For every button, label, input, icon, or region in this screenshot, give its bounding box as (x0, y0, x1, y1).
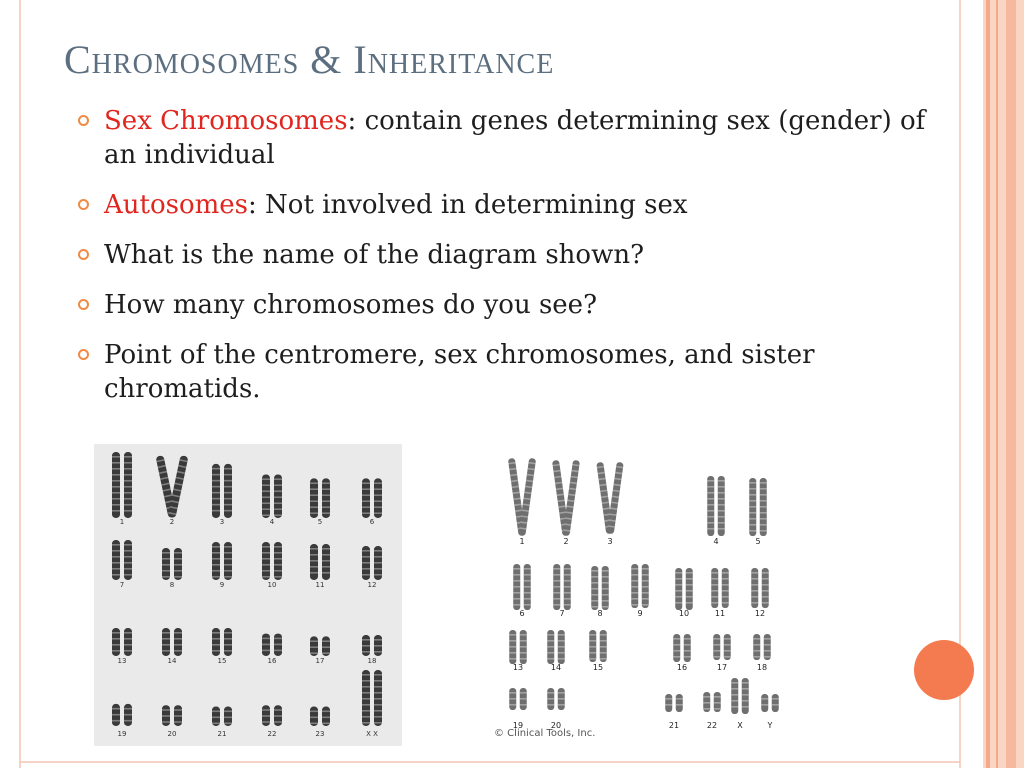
chromosome-pair (212, 464, 232, 518)
chromosome-pair (362, 635, 382, 656)
chromosome-pair (112, 628, 132, 656)
bullet-term: Sex Chromosomes (104, 106, 348, 136)
chromosome-label: 3 (607, 537, 613, 546)
chromosome-label: 18 (367, 657, 377, 665)
chromosome-pair (673, 634, 691, 662)
karyotype-right-figure (488, 446, 788, 746)
chromosome-pair (310, 707, 330, 727)
chromosome-label: 13 (117, 657, 127, 665)
chromosome-pair (665, 694, 683, 712)
chromosome-pair (731, 678, 749, 714)
circle-bullet-icon (78, 115, 89, 126)
decorative-circle (914, 640, 974, 700)
chromosome-pair (156, 455, 189, 518)
chromosome-pair (362, 546, 382, 580)
chromosome-label: 8 (597, 609, 603, 618)
chromosome-pair (591, 566, 609, 610)
chromosome-label: 6 (519, 609, 525, 618)
chromosome-label: Y (767, 721, 773, 730)
chromosome-pair (513, 564, 531, 610)
chromosome-label: 15 (217, 657, 227, 665)
chromosome-pair (703, 692, 721, 712)
chromosome-label: 10 (678, 609, 690, 618)
bullet-item (76, 188, 946, 222)
chromosome-pair (212, 628, 232, 656)
karyotype-image-left (94, 444, 402, 746)
chromosome-label: 4 (269, 518, 275, 526)
chromosome-label: 22 (267, 730, 277, 738)
bullet-text: : contain genes determining sex (gender) of an individual (104, 106, 926, 170)
chromosome-pair (262, 542, 282, 580)
bullet-text: How many chromosomes do you see? (104, 290, 598, 320)
chromosome-pair (310, 478, 330, 518)
chromosome-label: 6 (369, 518, 375, 526)
bullet-text: Point of the centromere, sex chromosomes, and sister chromatids. (104, 340, 815, 404)
chromosome-label: 18 (756, 663, 768, 672)
chromosome-pair (675, 568, 693, 610)
chromosome-label: 16 (267, 657, 277, 665)
karyotype-image-right (488, 446, 788, 746)
chromosome-label: 3 (219, 518, 225, 526)
chromosome-label: 19 (512, 721, 524, 730)
chromosome-label: 2 (169, 518, 175, 526)
chromosome-label: 15 (592, 663, 604, 672)
chromosome-pair (310, 544, 330, 580)
chromosome-pair (262, 634, 282, 656)
chromosome-label: 1 (119, 518, 125, 526)
chromosome-pair (753, 634, 771, 660)
chromosome-label: 10 (267, 581, 277, 589)
chromosome-pair (112, 540, 132, 580)
chromosome-label: 2 (563, 537, 569, 546)
chromosome-pair (212, 542, 232, 580)
chromosome-pair (713, 634, 731, 660)
chromosome-pair (262, 705, 282, 726)
chromosome-pair (631, 564, 649, 608)
chromosome-pair (112, 704, 132, 726)
chromosome-pair (362, 670, 382, 726)
bullet-item (76, 338, 946, 406)
chromosome-pair (761, 694, 779, 712)
image-credit: © Clinical Tools, Inc. (494, 728, 596, 739)
chromosome-label: 19 (117, 730, 127, 738)
bullet-text: : Not involved in determining sex (248, 190, 688, 220)
chromosome-label: 11 (714, 609, 726, 618)
chromosome-pair (362, 478, 382, 518)
chromosome-pair (711, 568, 729, 608)
chromosome-pair (707, 476, 725, 536)
chromosome-label: 17 (315, 657, 325, 665)
chromosome-pair (547, 630, 565, 664)
circle-bullet-icon (78, 349, 89, 360)
chromosome-label: 5 (317, 518, 323, 526)
chromosome-label: 23 (315, 730, 325, 738)
chromosome-pair (553, 564, 571, 610)
chromosome-label: 11 (315, 581, 325, 589)
chromosome-label: 22 (706, 721, 718, 730)
circle-bullet-icon (78, 249, 89, 260)
chromosome-pair (552, 460, 580, 536)
bullet-item (76, 288, 946, 322)
chromosome-pair (162, 628, 182, 656)
chromosome-pair (212, 707, 232, 727)
chromosome-pair (162, 548, 182, 580)
chromosome-pair (596, 462, 623, 534)
chromosome-label: 14 (550, 663, 562, 672)
bullet-text: What is the name of the diagram shown? (104, 240, 645, 270)
chromosome-label: 12 (367, 581, 377, 589)
slide-title: Chromosomes & Inheritance (64, 37, 555, 82)
chromosome-label: 17 (716, 663, 728, 672)
chromosome-pair (749, 478, 767, 536)
chromosome-label: 20 (550, 721, 562, 730)
chromosome-label: 7 (119, 581, 125, 589)
chromosome-label: 9 (219, 581, 225, 589)
chromosome-label: 4 (713, 537, 719, 546)
chromosome-label: 21 (217, 730, 227, 738)
chromosome-label: X X (366, 730, 378, 738)
bullet-item (76, 104, 946, 172)
chromosome-pair (547, 688, 565, 710)
chromosome-label: 1 (519, 537, 525, 546)
chromosome-label: 8 (169, 581, 175, 589)
bullet-term: Autosomes (104, 190, 249, 220)
chromosome-pair (112, 452, 132, 518)
chromosome-label: 20 (167, 730, 177, 738)
chromosome-label: 7 (559, 609, 565, 618)
bullet-list (76, 104, 946, 422)
chromosome-label: 16 (676, 663, 688, 672)
chromosome-label: 5 (755, 537, 761, 546)
chromosome-label: 14 (167, 657, 177, 665)
chromosome-pair (509, 630, 527, 664)
chromosome-pair (589, 630, 607, 662)
chromosome-pair (509, 688, 527, 710)
chromosome-label: 9 (637, 609, 643, 618)
chromosome-label: 21 (668, 721, 680, 730)
chromosome-pair (162, 705, 182, 726)
bullet-item (76, 238, 946, 272)
circle-bullet-icon (78, 199, 89, 210)
chromosome-label: 13 (512, 663, 524, 672)
chromosome-pair (310, 636, 330, 656)
chromosome-label: 12 (754, 609, 766, 618)
chromosome-pair (508, 458, 536, 536)
chromosome-pair (751, 568, 769, 608)
circle-bullet-icon (78, 299, 89, 310)
chromosome-label: X (737, 721, 743, 730)
chromosome-pair (262, 474, 282, 518)
karyotype-left-figure (94, 444, 402, 746)
